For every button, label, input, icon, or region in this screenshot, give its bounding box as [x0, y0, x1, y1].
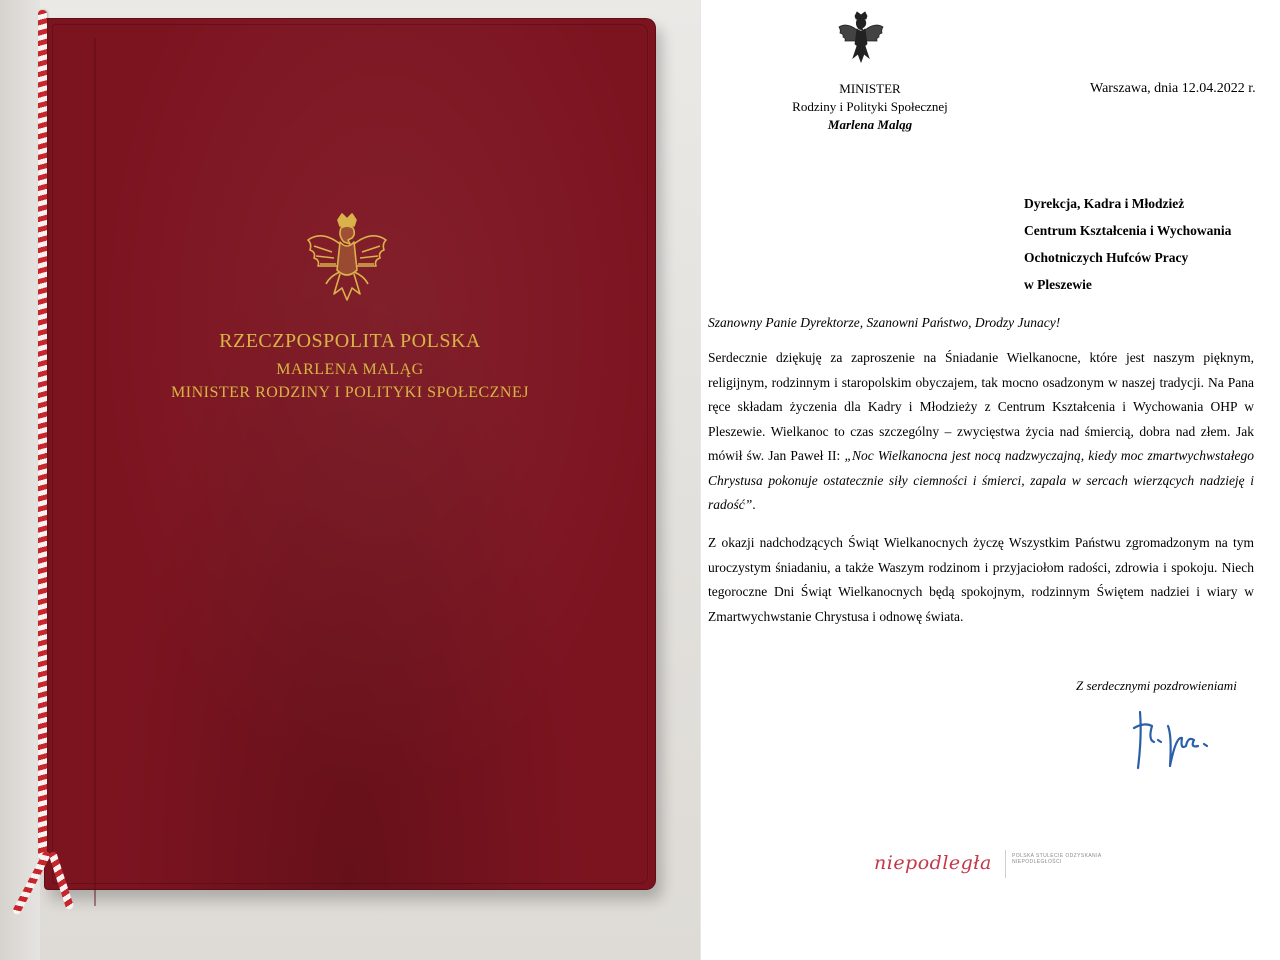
folder-title: RZECZPOSPOLITA POLSKA [219, 330, 481, 352]
footer-divider [1005, 850, 1006, 878]
folder-border [52, 24, 648, 884]
body-paragraph-2: Z okazji nadchodzących Świąt Wielkanocnych życzę Wszystkim Państwu zgromadzonym na tym uroczystym śniadaniu, a także Waszym rodzinom i przyjaciołom radości, zdrowia i spokoju. Niech tegoroczne Dni Świąt Wielkanocnych będą spokojnym, rodzinnym Świętem nadziei i wiary w Zmartwychwstanie Chrystusa i odnowę świata. [708, 535, 1254, 624]
closing-line: Z serdecznymi pozdrowieniami [1076, 678, 1237, 693]
recipient-line: Ochotniczych Hufców Pracy [1024, 250, 1189, 265]
footer-logo-subtext: POLSKA STULECIE ODZYSKANIA NIEPODLEGŁOŚCI [1012, 853, 1102, 865]
recipient-line: w Pleszewie [1024, 277, 1092, 292]
background-shadow [0, 0, 40, 960]
sender-name: Marlena Maląg [827, 117, 913, 132]
gold-eagle-icon [302, 210, 392, 310]
recipient-line: Dyrekcja, Kadra i Młodzież [1024, 196, 1185, 211]
sender-title: MINISTER [839, 81, 901, 96]
recipient-line: Centrum Kształcenia i Wychowania [1024, 223, 1232, 238]
footer-logo-text: niepodległa [874, 852, 992, 874]
folder-name: MARLENA MALĄG [276, 361, 424, 378]
red-white-cord [38, 10, 47, 860]
salutation: Szanowny Panie Dyrektorze, Szanowni Państwo, Drodzy Junacy! [708, 315, 1061, 330]
eagle-emblem-icon [836, 10, 886, 66]
folder-ministry: MINISTER RODZINY I POLITYKI SPOŁECZNEJ [171, 384, 529, 401]
red-folder-cover [44, 18, 656, 890]
paragraph-end: . [752, 497, 756, 512]
paragraph-text: Serdecznie dziękuję za zaproszenie na Śniadanie Wielkanocne, które jest naszym pięknym, religijnym, rodzinnym i staropolskim obyczajem, tak mocno osadzonym w naszej tradycji. Na Pana ręce składam życzenia dla Kadry i Młodzieży z Centrum Kształcenia i Wychowania OHP w Pleszewie. Wielkanoc to czas szczególny – zwycięstwa życia nad śmiercią, dobra nad złem. Jak mówił św. Jan Paweł II: [708, 350, 1254, 463]
sender-block [770, 80, 970, 134]
folder-spine [94, 38, 96, 906]
quote-text: „Noc Wielkanocna jest nocą nadzwyczajną, kiedy moc zmartwychwstałego Chrystusa pokonuje ostatecznie siły ciemności i śmierci, zapala w sercach wierzących nadzieję i radość” [708, 448, 1255, 512]
letter-date: Warszawa, dnia 12.04.2022 r. [1090, 81, 1256, 96]
body-paragraph-1 [708, 346, 1254, 518]
recipient-block [1024, 190, 1231, 298]
signature-icon [1128, 706, 1220, 776]
sender-ministry: Rodziny i Polityki Społecznej [792, 99, 948, 114]
